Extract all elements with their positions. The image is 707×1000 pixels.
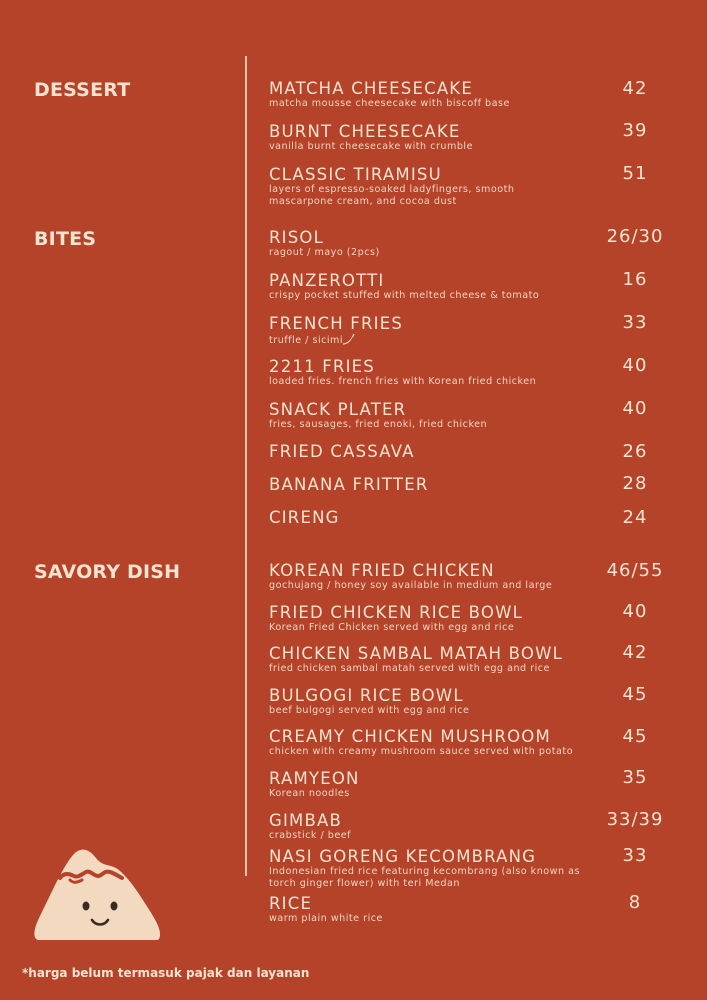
item-description: ragout / mayo (2pcs) — [269, 247, 380, 258]
item-name: CIRENG — [269, 508, 340, 527]
item-name: NASI GORENG KECOMBRANG — [269, 847, 537, 866]
section-title-bites: BITES — [34, 228, 97, 250]
item-description: gochujang / honey soy available in medium and large — [269, 580, 553, 591]
item-description — [269, 333, 614, 347]
item-name: FRIED CHICKEN RICE BOWL — [269, 603, 523, 622]
footnote: *harga belum termasuk pajak dan layanan — [22, 966, 310, 980]
item-description: beef bulgogi served with egg and rice — [269, 705, 470, 716]
item-price: 33 — [622, 312, 648, 333]
item-name: GIMBAB — [269, 811, 343, 830]
item-name: BULGOGI RICE BOWL — [269, 686, 464, 705]
item-description-text: truffle / sicimi — [269, 335, 344, 346]
item-description: crabstick / beef — [269, 830, 352, 841]
item-name: CREAMY CHICKEN MUSHROOM — [269, 727, 551, 746]
item-description: fries, sausages, fried enoki, fried chicken — [269, 419, 488, 430]
item-price: 40 — [622, 355, 648, 376]
item-description: Indonesian fried rice featuring kecombrang (also known as torch ginger flower) with teri Medan — [269, 866, 581, 889]
item-description: matcha mousse cheesecake with biscoff base — [269, 98, 510, 109]
item-price: 26 — [622, 441, 648, 462]
item-price: 46/55 — [606, 560, 664, 581]
chili-icon — [341, 333, 355, 346]
item-price: 51 — [622, 163, 648, 184]
mascot-icon — [30, 840, 170, 950]
item-price: 35 — [622, 767, 648, 788]
item-price: 39 — [622, 120, 648, 141]
item-name: BANANA FRITTER — [269, 475, 429, 494]
section-title-dessert: DESSERT — [34, 79, 131, 101]
item-description: layers of espresso-soaked ladyfingers, smooth mascarpone cream, and cocoa dust — [269, 184, 515, 207]
item-description: Korean noodles — [269, 788, 350, 799]
item-name: CLASSIC TIRAMISU — [269, 165, 442, 184]
vertical-divider — [245, 56, 247, 876]
item-price: 45 — [622, 684, 648, 705]
item-description: crispy pocket stuffed with melted cheese & tomato — [269, 290, 540, 301]
item-description: chicken with creamy mushroom sauce served with potato — [269, 746, 574, 757]
item-name: 2211 FRIES — [269, 357, 375, 376]
item-description: loaded fries. french fries with Korean fried chicken — [269, 376, 537, 387]
item-price: 33 — [622, 845, 648, 866]
item-name: FRIED CASSAVA — [269, 442, 415, 461]
item-name: PANZEROTTI — [269, 271, 385, 290]
item-name: CHICKEN SAMBAL MATAH BOWL — [269, 644, 563, 663]
item-price: 45 — [622, 726, 648, 747]
item-name: FRENCH FRIES — [269, 314, 404, 333]
item-name: RAMYEON — [269, 769, 360, 788]
item-price: 42 — [622, 78, 648, 99]
item-price: 33/39 — [606, 809, 664, 830]
item-name: BURNT CHEESECAKE — [269, 122, 461, 141]
item-name: RISOL — [269, 228, 324, 247]
item-price: 8 — [628, 892, 642, 913]
item-price: 40 — [622, 398, 648, 419]
item-description: fried chicken sambal matah served with egg and rice — [269, 663, 550, 674]
item-description: Korean Fried Chicken served with egg and rice — [269, 622, 515, 633]
item-name: MATCHA CHEESECAKE — [269, 79, 473, 98]
item-name: KOREAN FRIED CHICKEN — [269, 561, 495, 580]
section-title-savory-dish: SAVORY DISH — [34, 561, 181, 583]
item-price: 42 — [622, 642, 648, 663]
item-description: warm plain white rice — [269, 913, 383, 924]
item-price: 40 — [622, 601, 648, 622]
item-name: RICE — [269, 894, 313, 913]
item-price: 24 — [622, 507, 648, 528]
item-name: SNACK PLATER — [269, 400, 407, 419]
item-price: 26/30 — [606, 226, 664, 247]
item-description: vanilla burnt cheesecake with crumble — [269, 141, 473, 152]
item-price: 16 — [622, 269, 648, 290]
item-price: 28 — [622, 473, 648, 494]
